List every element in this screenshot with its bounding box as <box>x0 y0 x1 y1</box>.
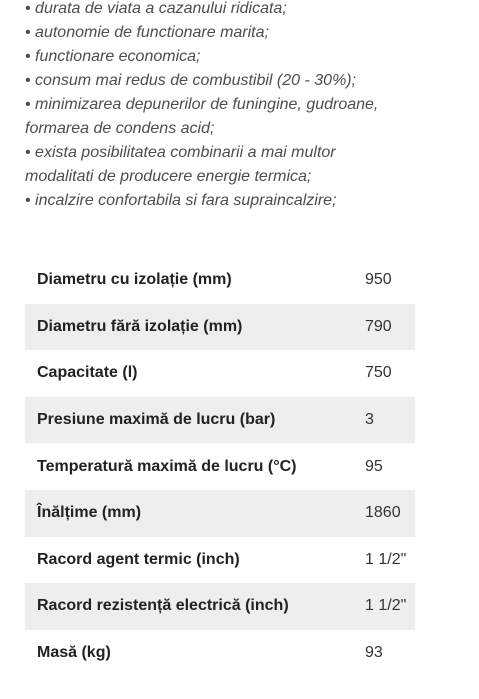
spec-value: 1 1/2" <box>353 583 415 630</box>
advantage-line: formarea de condens acid; <box>25 120 215 137</box>
advantage-line: modalitati de producere energie termica; <box>25 168 312 185</box>
advantage-line: • minimizarea depunerilor de funingine, gudroane, <box>25 96 379 113</box>
spec-label: Presiune maximă de lucru (bar) <box>25 397 353 444</box>
spec-label: Înălțime (mm) <box>25 490 353 537</box>
spec-value: 950 <box>365 271 392 289</box>
spec-label: Temperatură maximă de lucru (°C) <box>37 457 297 475</box>
table-row <box>25 490 415 537</box>
spec-label: Racord rezistență electrică (inch) <box>25 583 353 630</box>
spec-value: 95 <box>365 457 383 475</box>
advantage-line: • consum mai redus de combustibil (20 - 30%); <box>25 72 357 89</box>
table-row <box>25 443 415 490</box>
advantage-line: • autonomie de functionare marita; <box>25 24 269 41</box>
specifications-table <box>25 257 415 676</box>
spec-label: Masă (kg) <box>37 644 111 662</box>
advantage-line: • durata de viata a cazanului ridicata; <box>25 0 287 17</box>
spec-value: 1860 <box>353 490 415 537</box>
spec-label: Diametru fără izolație (mm) <box>25 304 353 351</box>
spec-label: Diametru cu izolație (mm) <box>37 271 232 289</box>
table-row <box>25 397 415 444</box>
spec-label: Racord agent termic (inch) <box>37 550 240 568</box>
advantage-line: • incalzire confortabila si fara supraincalzire; <box>25 192 337 209</box>
table-row <box>25 537 415 584</box>
spec-value: 790 <box>353 304 415 351</box>
advantages-list <box>25 0 470 213</box>
advantage-line: • exista posibilitatea combinarii a mai multor <box>25 144 336 161</box>
table-row <box>25 350 415 397</box>
spec-value: 93 <box>365 644 383 662</box>
spec-label: Capacitate (l) <box>37 364 138 382</box>
table-row <box>25 304 415 351</box>
table-row <box>25 630 415 677</box>
table-row <box>25 583 415 630</box>
spec-value: 1 1/2" <box>365 550 407 568</box>
spec-value: 3 <box>353 397 415 444</box>
advantage-line: • functionare economica; <box>25 48 201 65</box>
table-row <box>25 257 415 304</box>
spec-value: 750 <box>365 364 392 382</box>
